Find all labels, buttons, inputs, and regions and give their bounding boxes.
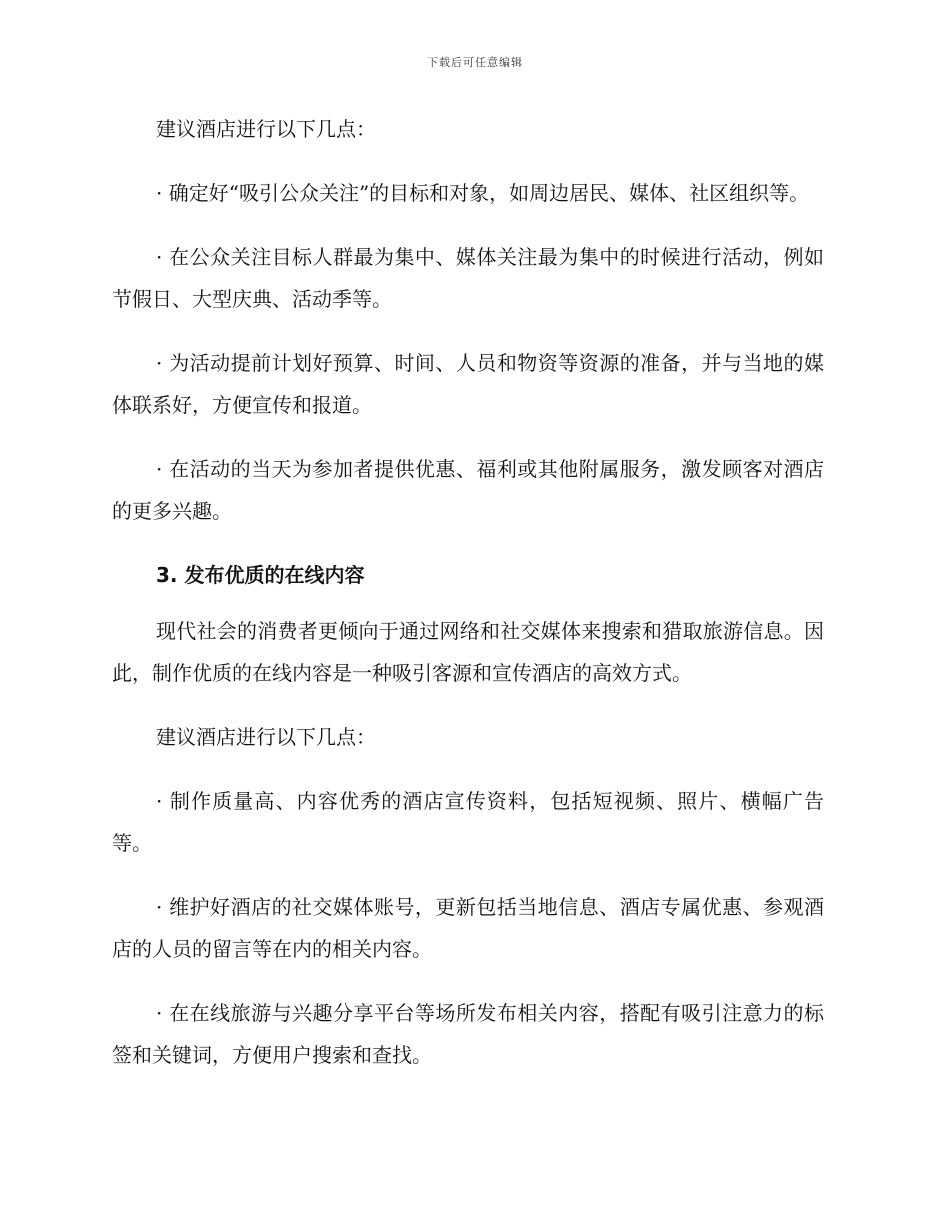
bullet-paragraph: · 为活动提前计划好预算、时间、人员和物资等资源的准备，并与当地的媒体联系好，方便宣传和报道。 — [112, 351, 824, 417]
bullet-paragraph: · 在在线旅游与兴趣分享平台等场所发布相关内容，搭配有吸引注意力的标签和关键词，方便用户搜索和查找。 — [112, 1001, 824, 1067]
page-header: 下载后可任意编辑 — [427, 56, 523, 69]
document-body — [112, 108, 824, 1098]
section-intro-paragraph: 现代社会的消费者更倾向于通过网络和社交媒体来搜索和猎取旅游信息。因此，制作优质的在线内容是一种吸引客源和宣传酒店的高效方式。 — [112, 619, 824, 685]
bullet-paragraph: · 在活动的当天为参加者提供优惠、福利或其他附属服务，激发顾客对酒店的更多兴趣。 — [112, 457, 824, 523]
section-lead-paragraph: 建议酒店进行以下几点： — [156, 725, 376, 749]
bullet-paragraph: · 制作质量高、内容优秀的酒店宣传资料，包括短视频、照片、横幅广告等。 — [112, 789, 824, 855]
intro-paragraph: 建议酒店进行以下几点： — [156, 117, 376, 141]
bullet-paragraph: · 在公众关注目标人群最为集中、媒体关注最为集中的时候进行活动，例如节假日、大型庆典、活动季等。 — [112, 245, 824, 311]
bullet-paragraph: · 确定好“吸引公众关注”的目标和对象，如周边居民、媒体、社区组织等。 — [156, 181, 810, 205]
section-heading: 3. 发布优质的在线内容 — [156, 563, 365, 587]
bullet-paragraph: · 维护好酒店的社交媒体账号，更新包括当地信息、酒店专属优惠、参观酒店的人员的留言等在内的相关内容。 — [112, 895, 824, 961]
